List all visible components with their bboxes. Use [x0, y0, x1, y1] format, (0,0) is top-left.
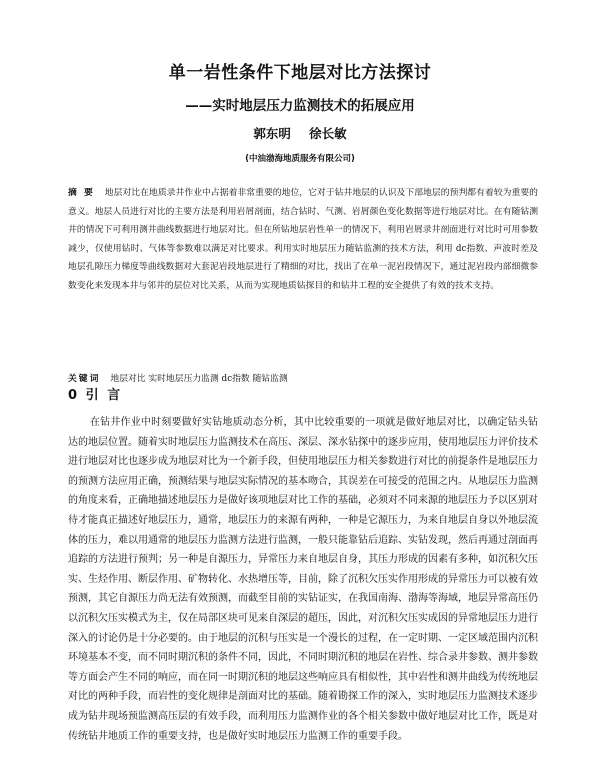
section-heading-introduction: 0 引 言	[68, 388, 123, 403]
keywords	[68, 370, 538, 388]
keywords-label: 关键词	[68, 374, 101, 384]
abstract-label: 摘 要	[68, 188, 95, 198]
abstract-text: 地层对比在地质录井作业中占据着非常重要的地位，它对于钻井地层的认识及下部地层的预判都有着较为重要的意义。地层人员进行对比的主要方法是利用岩屑剖面，结合钻时、气测、岩屑颜色变化数据等进行地层对比。在有随钻测井的情况下可利用测井曲线数据进行地层对比。但在所钻地层岩性单一的情况下，利用岩屑录井剖面进行对比时可用参数减少，仅使用钻时、气体等参数难以满足对比要求。利用实时地层压力随钻监测的技术方法，利用 dc指数、声波时差及地层孔隙压力梯度等曲线数据对大套泥岩段地层进行了精细的对比，找出了在单一泥岩段情况下，通过泥岩段内部细微参数变化来发现本井与邻井的层位对比关系，从而为实现地质钻探目的和钻井工程的安全提供了有效的技术支持。	[68, 188, 538, 291]
paper-authors: 郭东明 徐长敏	[253, 126, 347, 141]
paper-subtitle: ——实时地层压力监测技术的拓展应用	[185, 98, 415, 114]
abstract	[68, 184, 538, 296]
introduction-body-text: 在钻井作业中时刻要做好实钻地质动态分析，其中比较重要的一项就是做好地层对比，以确定钻头钻达的地层位置。随着实时地层压力监测技术在高压、深层、深水钻探中的逐步应用，使用地层压力评价技术进行地层对比也逐步成为地层对比为一个新手段，但使用地层压力相关参数进行对比的前提条件是地层压力的预测方法应用正确，预测结果与地层实际情况的基本吻合，其误差在可接受的范围之内。从地层压力监测的角度来看，正确地描述地层压力是做好该项地层对比工作的基础，必须对不同来源的地层压力予以区别对待才能真正描述好地层压力，通常，地层压力的来源有两种，一种是它源压力，为来自地层自身以外地层流体的压力，难以用通常的地层压力监测方法进行监测，一般只能靠钻后追踪、实钻发现，然后再通过剖面再追踪的方法进行预判；另一种是自源压力，异常压力来自地层自身，其压力形成的因素有多种，如沉积欠压实、生烃作用、断层作用、矿物转化、水热增压等，目前，除了沉积欠压实作用形成的异常压力可以被有效预测，其它自源压力尚无法有效预测，而截至目前的实钻证实，在我国南海、渤海等海域，地层异常高压仍以沉积欠压实模式为主，仅在局部区块可见来自深层的超压，因此，对沉积欠压实成因的异常地层压力进行深入的讨论仍是十分必要的。由于地层的沉积与压实是一个漫长的过程，在一定时期、一定区域范围内沉积环境基本不变，而不同时期沉积的条件不同，因此，不同时期沉积的地层在岩性、综合录井参数、测井参数等方面会产生不同的响应，而在同一时期沉积的地层这些响应具有相似性，其中岩性和测井曲线为传统地层对比的两种手段，而岩性的变化规律是剖面对比的基础。随着勘探工作的深入，实时地层压力监测技术逐步成为钻井现场预监测高压层的有效手段，而利用压力监测作业的各个相关参数中做好地层对比工作，既是对传统钻井地质工作的重要支持，也是做好实时地层压力监测工作的重要手段。	[68, 417, 538, 742]
keywords-text: 地层对比 实时地层压力监测 dc指数 随钻监测	[110, 374, 288, 384]
paper-title: 单一岩性条件下地层对比方法探讨	[168, 63, 432, 83]
paper-affiliation: (中油渤海地质服务有限公司)	[245, 154, 355, 164]
